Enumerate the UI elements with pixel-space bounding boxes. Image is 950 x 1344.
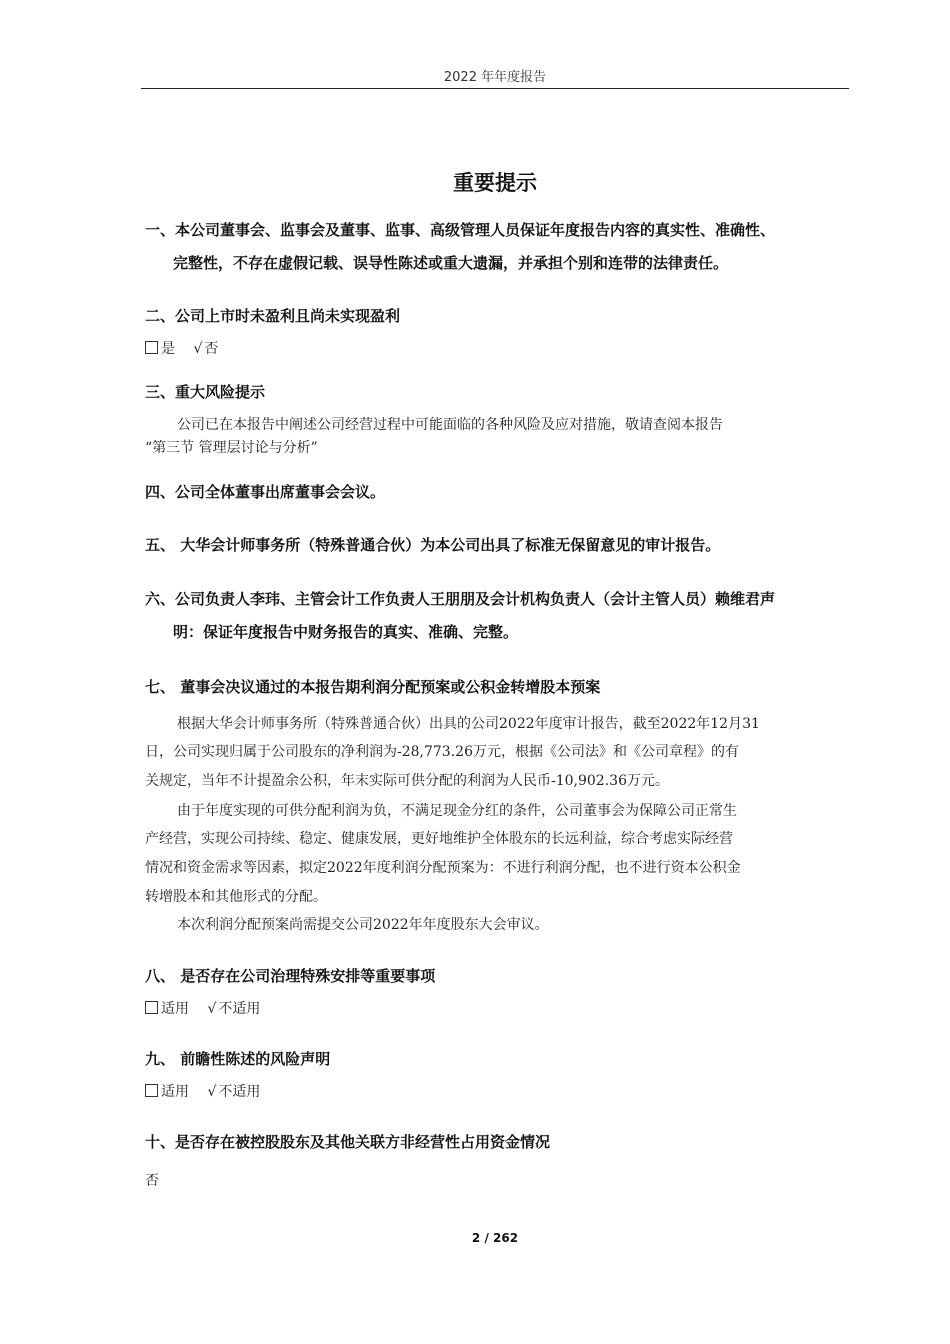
header-divider [141,88,849,89]
section-10-answer: 否 [145,1173,159,1189]
page-title: 重要提示 [453,171,537,195]
section-9-heading: 九、 前瞻性陈述的风险声明 [145,1050,331,1068]
checkmark-icon: √ [207,1001,217,1017]
section-6-line-2: 明：保证年度报告中财务报告的真实、准确、完整。 [173,623,519,641]
checkbox-empty-icon [145,1084,158,1097]
section-8-heading: 八、 是否存在公司治理特殊安排等重要事项 [145,967,436,985]
checkmark-icon: √ [193,341,203,357]
checkbox-empty-icon [145,1001,158,1014]
section-7-p1-line-2: 日，公司实现归属于公司股东的净利润为-28,773.26万元，根据《公司法》和《公司章程》的有 [145,744,739,760]
option-no-label: 否 [204,341,219,357]
option-not-applicable-label: 不适用 [218,1001,261,1017]
section-3-text-line-2: “第三节 管理层讨论与分析” [145,440,318,456]
section-2-options [145,338,218,358]
checkmark-icon: √ [207,1084,217,1100]
option-applicable-label: 适用 [161,1001,189,1017]
section-2-heading: 二、公司上市时未盈利且尚未实现盈利 [145,307,401,325]
section-7-p1-line-1: 根据大华会计师事务所（特殊普通合伙）出具的公司2022年度审计报告，截至2022年12月31 [177,716,760,732]
section-7-heading: 七、 董事会决议通过的本报告期利润分配预案或公积金转增股本预案 [145,678,601,696]
section-7-p2-line-2: 产经营，实现公司持续、稳定、健康发展，更好地维护全体股东的长远利益，综合考虑实际经营 [145,831,733,847]
running-header: 2022 年年度报告 [443,70,547,85]
section-3-heading: 三、重大风险提示 [145,383,266,401]
option-yes-label: 是 [161,341,175,357]
section-4-heading: 四、公司全体董事出席董事会会议。 [145,483,386,501]
page-number: 2 / 262 [471,1231,519,1245]
section-6-line-1: 六、公司负责人李玮、主管会计工作负责人王朋朋及会计机构负责人（会计主管人员）赖维君声 [145,590,776,608]
section-8-options [145,998,260,1018]
section-3-text-line-1: 公司已在本报告中阐述公司经营过程中可能面临的各种风险及应对措施，敬请查阅本报告 [177,417,723,433]
checkbox-empty-icon [145,341,158,354]
section-5-heading: 五、 大华会计师事务所（特殊普通合伙）为本公司出具了标准无保留意见的审计报告。 [145,536,721,554]
section-7-p2-line-4: 转增股本和其他形式的分配。 [145,889,327,905]
section-7-p1-line-3: 关规定，当年不计提盈余公积，年末实际可供分配的利润为人民币-10,902.36万元。 [145,773,669,789]
section-7-p3-line-1: 本次利润分配预案尚需提交公司2022年年度股东大会审议。 [177,917,549,933]
section-7-p2-line-1: 由于年度实现的可供分配利润为负，不满足现金分红的条件，公司董事会为保障公司正常生 [177,803,737,819]
section-10-heading: 十、是否存在被控股股东及其他关联方非经营性占用资金情况 [145,1133,551,1151]
option-applicable-label: 适用 [161,1084,189,1100]
section-1-line-2: 完整性，不存在虚假记载、误导性陈述或重大遗漏，并承担个别和连带的法律责任。 [173,254,729,272]
section-9-options [145,1081,260,1101]
section-7-p2-line-3: 情况和资金需求等因素，拟定2022年度利润分配预案为：不进行利润分配，也不进行资本公积金 [145,860,741,876]
option-not-applicable-label: 不适用 [218,1084,261,1100]
section-1-line-1: 一、本公司董事会、监事会及董事、监事、高级管理人员保证年度报告内容的真实性、准确性、 [145,221,776,239]
